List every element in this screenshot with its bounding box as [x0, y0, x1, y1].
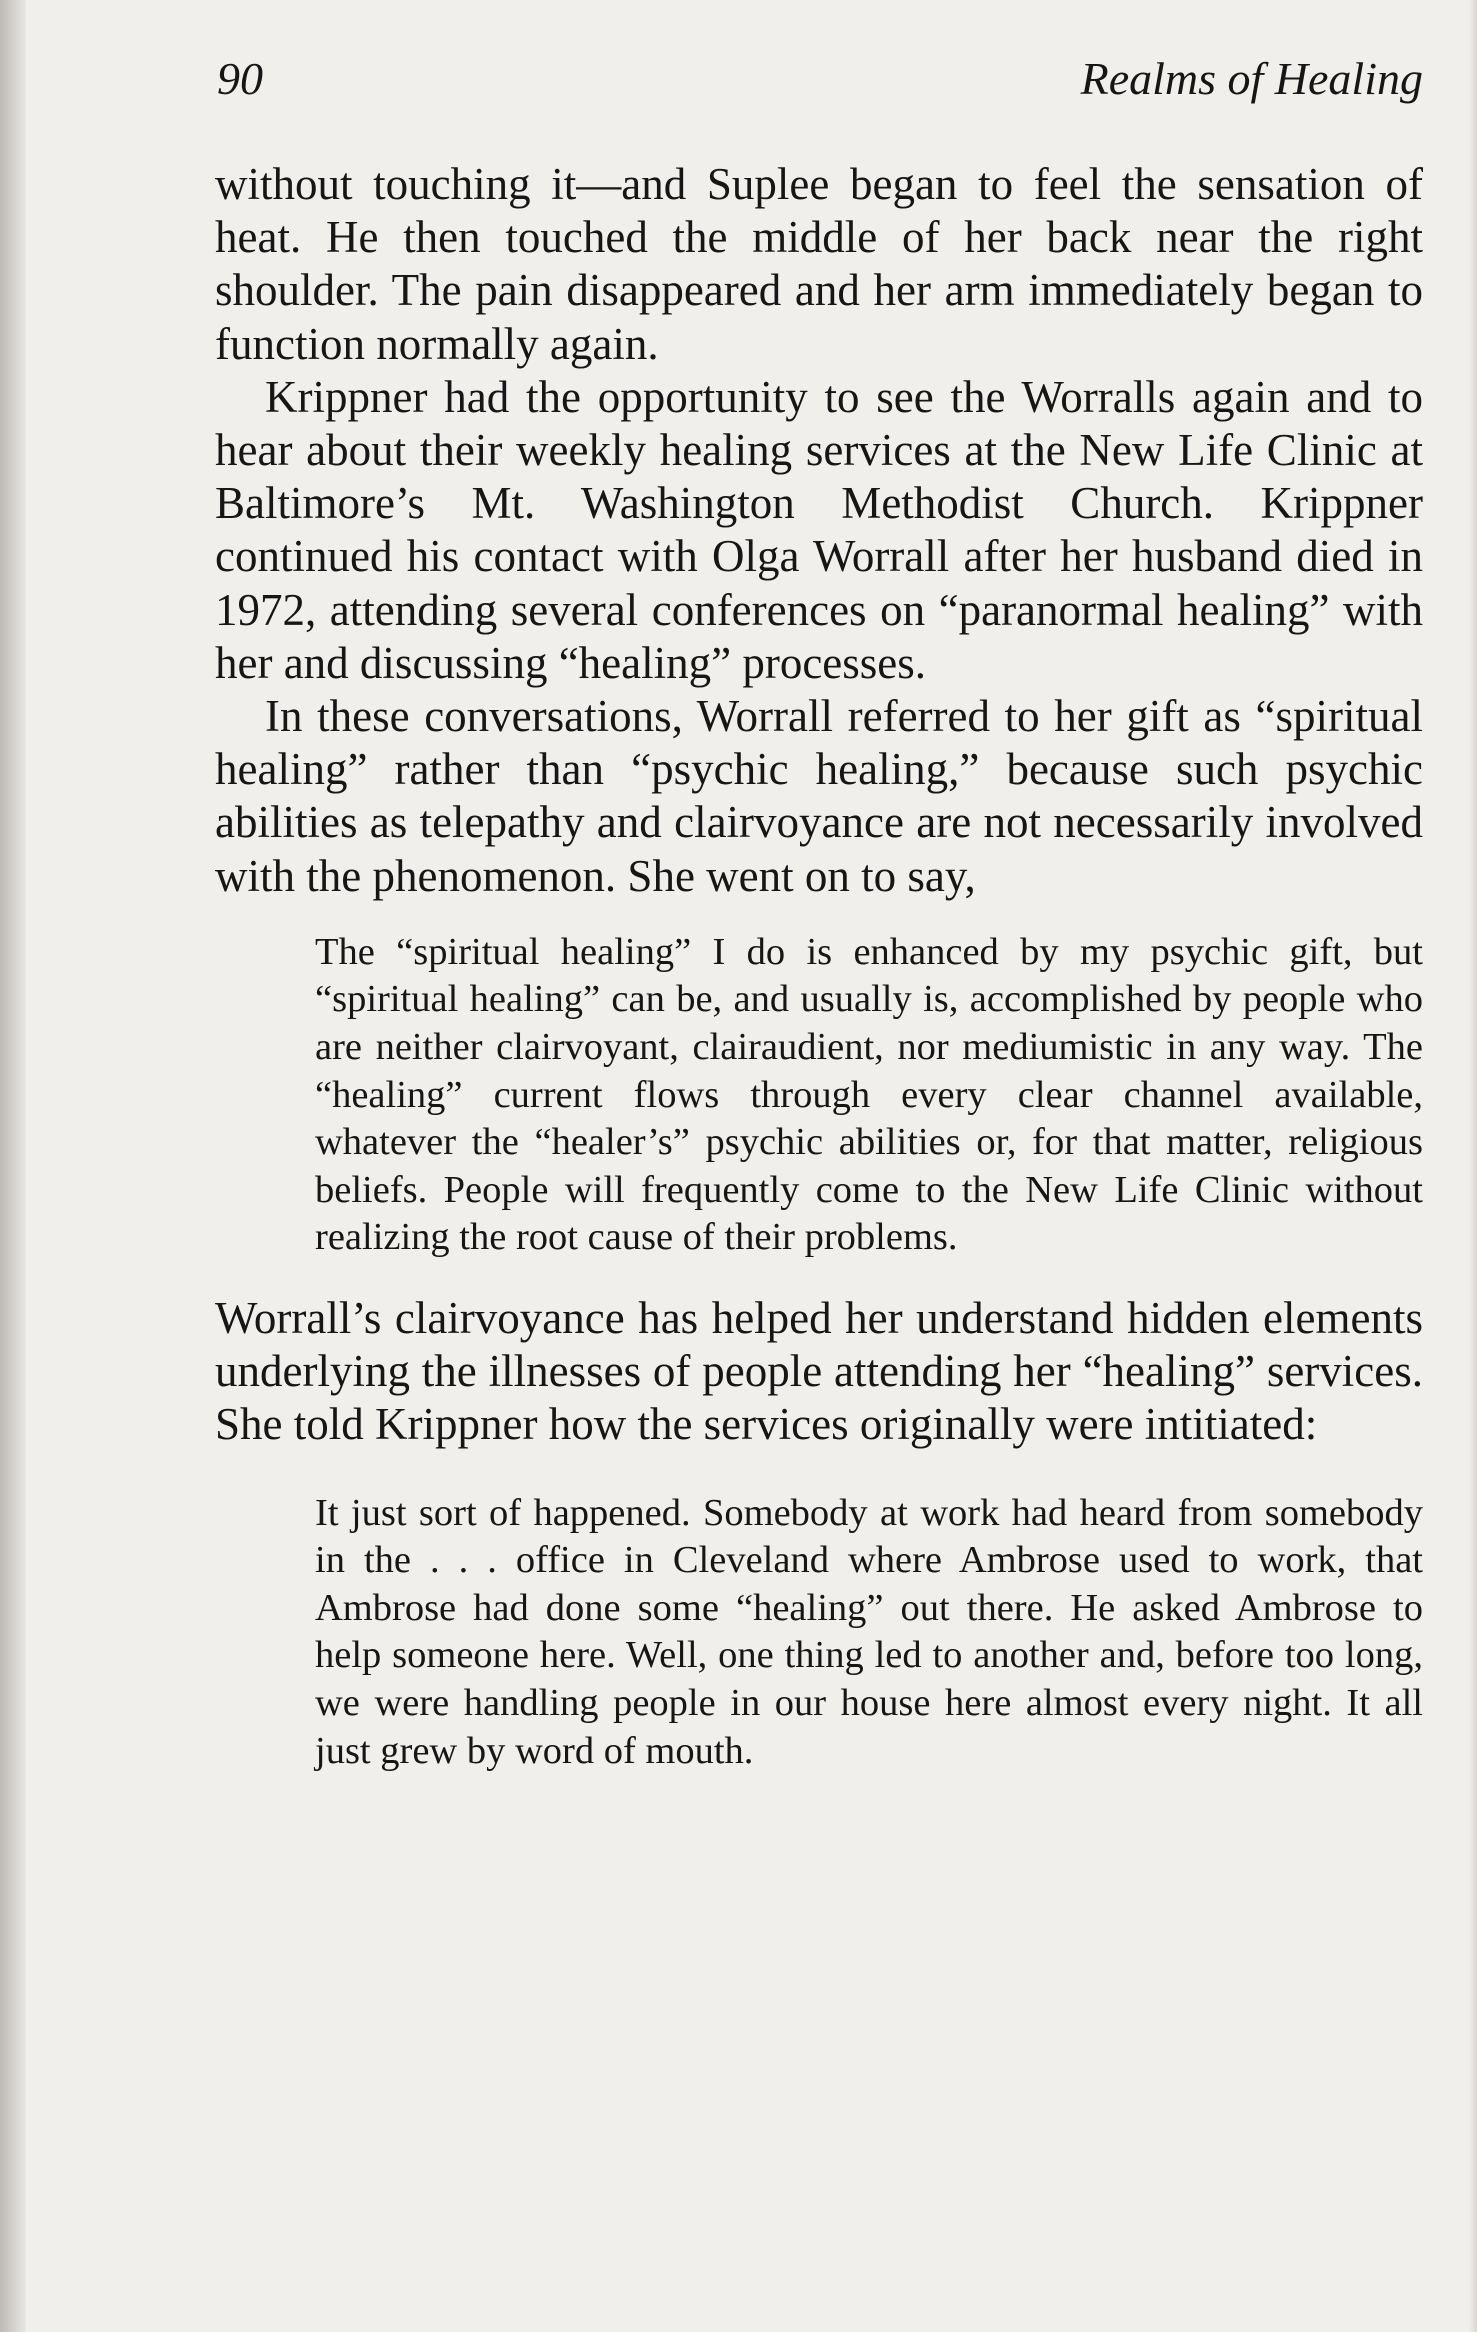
book-page [215, 52, 1423, 1775]
running-header [215, 52, 1423, 122]
binding-gutter-shadow [0, 0, 26, 2332]
paragraph-conversations: In these conversations, Worrall referred to her gift as “spiritual healing” rather than “psychic healing,” because such psychic abilities as telepathy and clairvoyance are not necessarily involved with the phenomenon. She went on to say, [215, 691, 1423, 901]
paragraph-continued: without touching it—and Suplee began to feel the sensation of heat. He then touched the middle of her back near the right shoulder. The pain disappeared and her arm immediately began to function normally again. [215, 159, 1423, 369]
page-edge-shadow [1469, 0, 1477, 2332]
paragraph-clairvoyance: Worrall’s clairvoyance has helped her understand hidden elements underlying the illnesses of people attending her “healing” services. She told Krippner how the services originally were intitiated: [215, 1293, 1423, 1450]
paragraph-krippner-worralls: Krippner had the opportunity to see the Worralls again and to hear about their weekly healing services at the New Life Clinic at Baltimore’s Mt. Washington Methodist Church. Krippner continued his contact with Olga Worrall after her husband died in 1972, attending several conferences on “paranormal healing” with her and discussing “healing” processes. [215, 371, 1423, 688]
running-title: Realms of Healing [1080, 53, 1423, 104]
block-quote-spiritual-healing: The “spiritual healing” I do is enhanced by my psychic gift, but “spiritual healing” can be, and usually is, accomplished by people who are neither clairvoyant, clairaudient, nor mediumistic in any way. The “healing” current flows through every clear channel available, whatever the “healer’s” psychic abilities or, for that matter, religious beliefs. People will frequently come to the New Life Clinic without realizing the root cause of their problems. [315, 930, 1423, 1259]
block-quote-services-origin: It just sort of happened. Somebody at work had heard from somebody in the . . . office in Cleveland where Ambrose used to work, that Ambrose had done some “healing” out there. He asked Ambrose to help someone here. Well, one thing led to another and, before too long, we were handling people in our house here almost every night. It all just grew by word of mouth. [315, 1491, 1423, 1772]
page-number: 90 [217, 53, 263, 104]
